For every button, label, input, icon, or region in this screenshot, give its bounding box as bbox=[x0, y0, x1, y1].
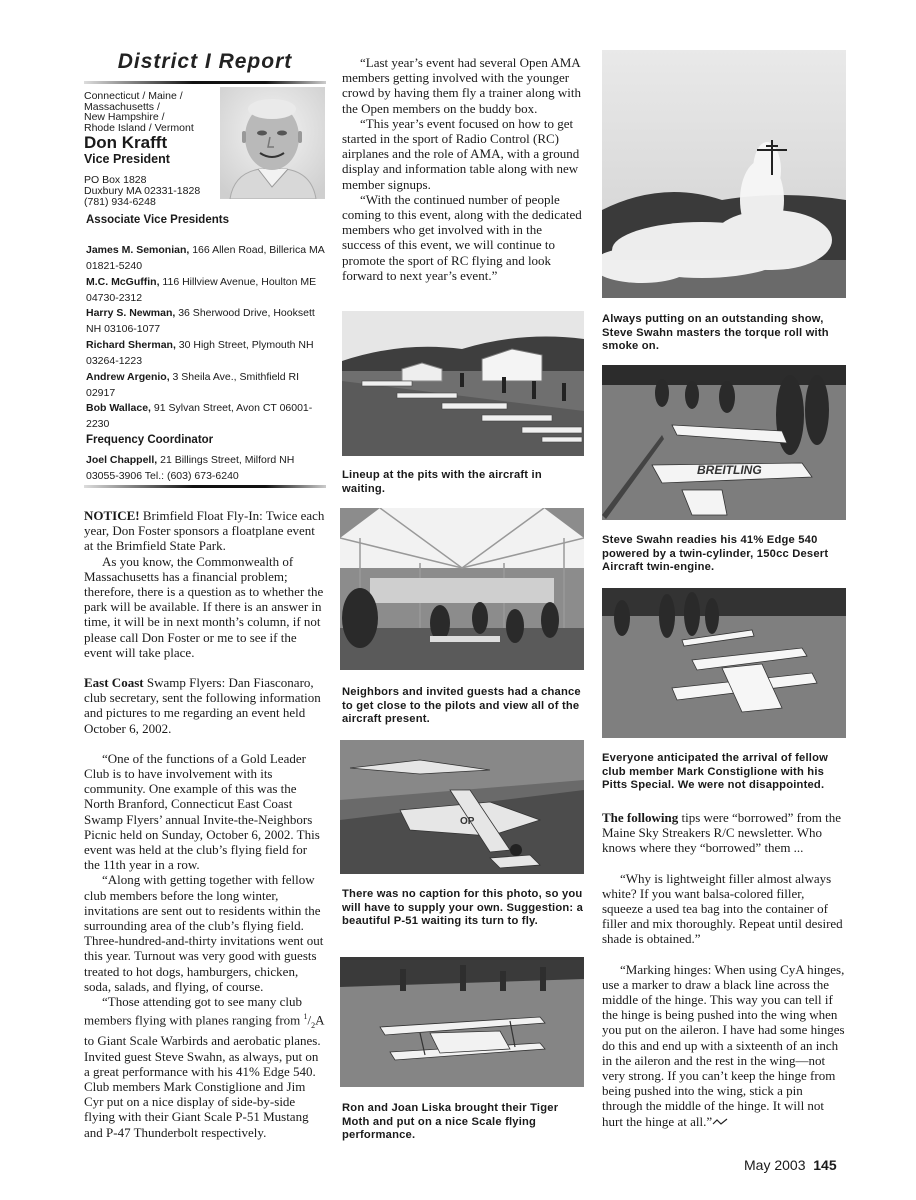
associate-entry bbox=[86, 306, 326, 337]
photo-caption: Neighbors and invited guests had a chance to get close to the pilots and view all of the aircraft present. bbox=[342, 686, 581, 725]
state-line: Rhode Island / Vermont bbox=[84, 121, 194, 134]
address-line: Duxbury MA 02331-1828 bbox=[84, 185, 201, 197]
vp-portrait-photo bbox=[220, 87, 325, 199]
associate-address: 3 Sheila Ave., Smithfield RI 02917 bbox=[86, 371, 299, 399]
vp-title: Vice President bbox=[84, 152, 170, 166]
associate-entry bbox=[86, 370, 326, 401]
photo-pits-lineup bbox=[342, 311, 584, 456]
fraction-denominator: 2 bbox=[311, 1021, 316, 1031]
frequency-name: Joel Chappell, bbox=[86, 454, 158, 466]
associate-address: 30 High Street, Plymouth NH 03264-1223 bbox=[86, 339, 314, 367]
associate-name: Harry S. Newman, bbox=[86, 307, 176, 319]
photo-caption: Ron and Joan Liska brought their Tiger Moth and put on a nice Scale flying performance. bbox=[342, 1102, 559, 1141]
state-line: Massachusetts / bbox=[84, 100, 160, 113]
photo-torque-roll bbox=[602, 50, 846, 298]
paragraph: As you know, the Commonwealth of Massachusetts has a financial problem; therefore, there is a question as to whether the park will be available. If there is an answer in time, it will be in next month’s column, if not please call Don Foster or me to see if the event will take place. bbox=[84, 553, 324, 660]
associate-entry bbox=[86, 338, 326, 369]
paragraph: “Those attending got to see many club members flying with planes ranging from $^1/_2A$ to Giant Scale Warbirds and aerobatic planes. Invited guest Steve Swahn, as always, put on a great performance with his 41% Edge 540. Club members Mark Constiglione and Jim Cyr put on a nice display of side-by-side flying with their Giant Scale P-51 Mustang and P-47 Thunderbolt respectively. bbox=[84, 994, 324, 1140]
frequency-entry bbox=[86, 453, 326, 484]
paragraph: “With the continued number of people coming to this event, along with the dedicated members who get involved with in the success of this event, we will continue to promote the sport of RC flying and look forward to next year’s event.” bbox=[342, 191, 582, 283]
fraction-numerator: 1 bbox=[303, 1012, 308, 1022]
photo-caption: Lineup at the pits with the aircraft in waiting. bbox=[342, 469, 542, 495]
associate-name: M.C. McGuffin, bbox=[86, 276, 160, 288]
photo-neighbors-tent bbox=[340, 508, 584, 670]
sidebar-rule bbox=[84, 485, 326, 488]
associate-address: 91 Sylvan Street, Avon CT 06001-2230 bbox=[86, 402, 313, 430]
paragraph: “Last year’s event had several Open AMA members getting involved with the younger crowd by having them fly a trainer along with the Open members on the buddy box. bbox=[342, 55, 581, 116]
associate-address: 36 Sherwood Drive, Hooksett NH 03106-1077 bbox=[86, 307, 315, 335]
photo-edge-540 bbox=[602, 365, 846, 520]
east-coast-head: East Coast bbox=[84, 675, 144, 691]
text-run: “Marking hinges: When using CyA hinges, use a marker to draw a black line across the middle of the hinge. This way you can tell if the hinge is being pushed into the wing when you put on the aileron. I have had some hinges do this and end up with a sixteenth of an inch in the aileron and the rest in the wing—not very strong. If you can’t keep the hinge from being pushed into the wing, stick a pin through the middle of the hinge. It will not hurt the hinge at all.” bbox=[602, 961, 845, 1129]
photo-tiger-moth bbox=[340, 957, 584, 1087]
vp-name: Don Krafft bbox=[84, 133, 168, 152]
aircraft-marking: OP bbox=[460, 816, 475, 827]
photo-p51 bbox=[340, 740, 584, 874]
photo-caption: Steve Swahn readies his 41% Edge 540 powered by a twin-cylinder, 150cc Desert Aircraft twin-engine. bbox=[602, 534, 829, 573]
title-rule bbox=[84, 81, 326, 84]
page-title: District I Report bbox=[117, 50, 293, 73]
associate-entry bbox=[86, 275, 326, 306]
page-number: 145 bbox=[813, 1157, 837, 1173]
associate-name: Bob Wallace, bbox=[86, 402, 151, 414]
vp-address bbox=[84, 175, 200, 208]
associates-heading: Associate Vice Presidents bbox=[86, 214, 229, 226]
east-coast-text: Swamp Flyers: Dan Fiasconaro, club secretary, sent the following information and pictures to me regarding an event held October 6, 2002. bbox=[84, 675, 321, 736]
state-line: New Hampshire / bbox=[84, 111, 165, 123]
issue-date: May 2003 bbox=[744, 1157, 806, 1173]
paragraph: “Why is lightweight filler almost always white? If you want balsa-colored filler, squeeze a used tea bag into the container of filler and mix thoroughly. Repeat until desired shade is obtained.” bbox=[602, 870, 843, 947]
text-run: A to Giant Scale Warbirds and aerobatic planes. Invited guest Steve Swahn, as always, put on a great performance with his 41% Edge 540. Club members Mark Constiglione and Jim Cyr put on a nice display of side-by-side flying with their Giant Scale P-51 Mustang and P-47 Thunderbolt respectively. bbox=[84, 1012, 324, 1140]
column-1-text bbox=[84, 508, 326, 1140]
column-3-text bbox=[602, 810, 846, 1129]
aircraft-marking: BREITLING bbox=[697, 463, 762, 477]
ama-end-mark-icon bbox=[712, 1118, 728, 1126]
district-states bbox=[84, 91, 224, 133]
associate-address: 166 Allen Road, Billerica MA 01821-5240 bbox=[86, 244, 325, 272]
frequency-address: 21 Billings Street, Milford NH 03055-3906 Tel.: (603) 673-6240 bbox=[86, 454, 295, 482]
associate-name: James M. Semonian, bbox=[86, 244, 190, 256]
address-line: PO Box 1828 bbox=[84, 174, 147, 186]
text-run: “Those attending got to see many club members flying with planes ranging from bbox=[84, 994, 304, 1028]
associate-entry bbox=[86, 401, 326, 432]
associate-address: 116 Hillview Avenue, Houlton ME 04730-2312 bbox=[86, 276, 317, 304]
tips-text: tips were “borrowed” from the Maine Sky Streakers R/C newsletter. Who knows where they “borrowed” them ... bbox=[602, 810, 842, 856]
column-2-text bbox=[342, 55, 584, 283]
tips-head: The following bbox=[602, 810, 679, 825]
state-line: Connecticut / Maine / bbox=[84, 90, 183, 102]
photo-caption: There was no caption for this photo, so you will have to supply your own. Suggestion: a beautiful P-51 waiting its turn to fly. bbox=[342, 888, 584, 927]
paragraph bbox=[602, 962, 846, 1129]
paragraph bbox=[84, 508, 326, 554]
page-footer bbox=[744, 1157, 837, 1173]
paragraph: “One of the functions of a Gold Leader Club is to have involvement with its community. One example of this was the North Branford, Connecticut East Coast Swamp Flyers’ annual Invite-the-Neighbors Picnic held on Sunday, October 6, 2002. This event was held at the club’s flying field for the 11th year in a row. bbox=[84, 750, 320, 873]
photo-caption: Always putting on an outstanding show, Steve Swahn masters the torque roll with smoke on. bbox=[602, 313, 829, 352]
paragraph: “Along with getting together with fellow club members before the long winter, invitations are sent out to residents within the surrounding area of the club’s flying field. Three-hundred-and-thirty invitations went out this year. Turnout was very good with guests treated to hot dogs, hamburgers, chicken, soda, salads, and flying, of course. bbox=[84, 872, 324, 994]
address-line: (781) 934-6248 bbox=[84, 196, 156, 208]
paragraph bbox=[84, 675, 326, 736]
associate-name: Richard Sherman, bbox=[86, 339, 176, 351]
associate-name: Andrew Argenio, bbox=[86, 371, 170, 383]
photo-caption: Everyone anticipated the arrival of fellow club member Mark Constiglione with his Pitts Special. We were not disappointed. bbox=[602, 752, 828, 791]
paragraph: “This year’s event focused on how to get started in the sport of Radio Control (RC) airplanes and the role of AMA, with a ground display and information table along with new member signups. bbox=[342, 115, 580, 192]
notice-head: NOTICE! bbox=[84, 508, 140, 523]
notice-text: Brimfield Float Fly-In: Twice each year, Don Foster sponsors a floatplane event at the Brimfield State Park. bbox=[84, 508, 325, 554]
paragraph bbox=[602, 810, 846, 856]
frequency-heading: Frequency Coordinator bbox=[86, 434, 214, 446]
associate-entry bbox=[86, 243, 326, 274]
photo-pitts-special bbox=[602, 588, 846, 738]
